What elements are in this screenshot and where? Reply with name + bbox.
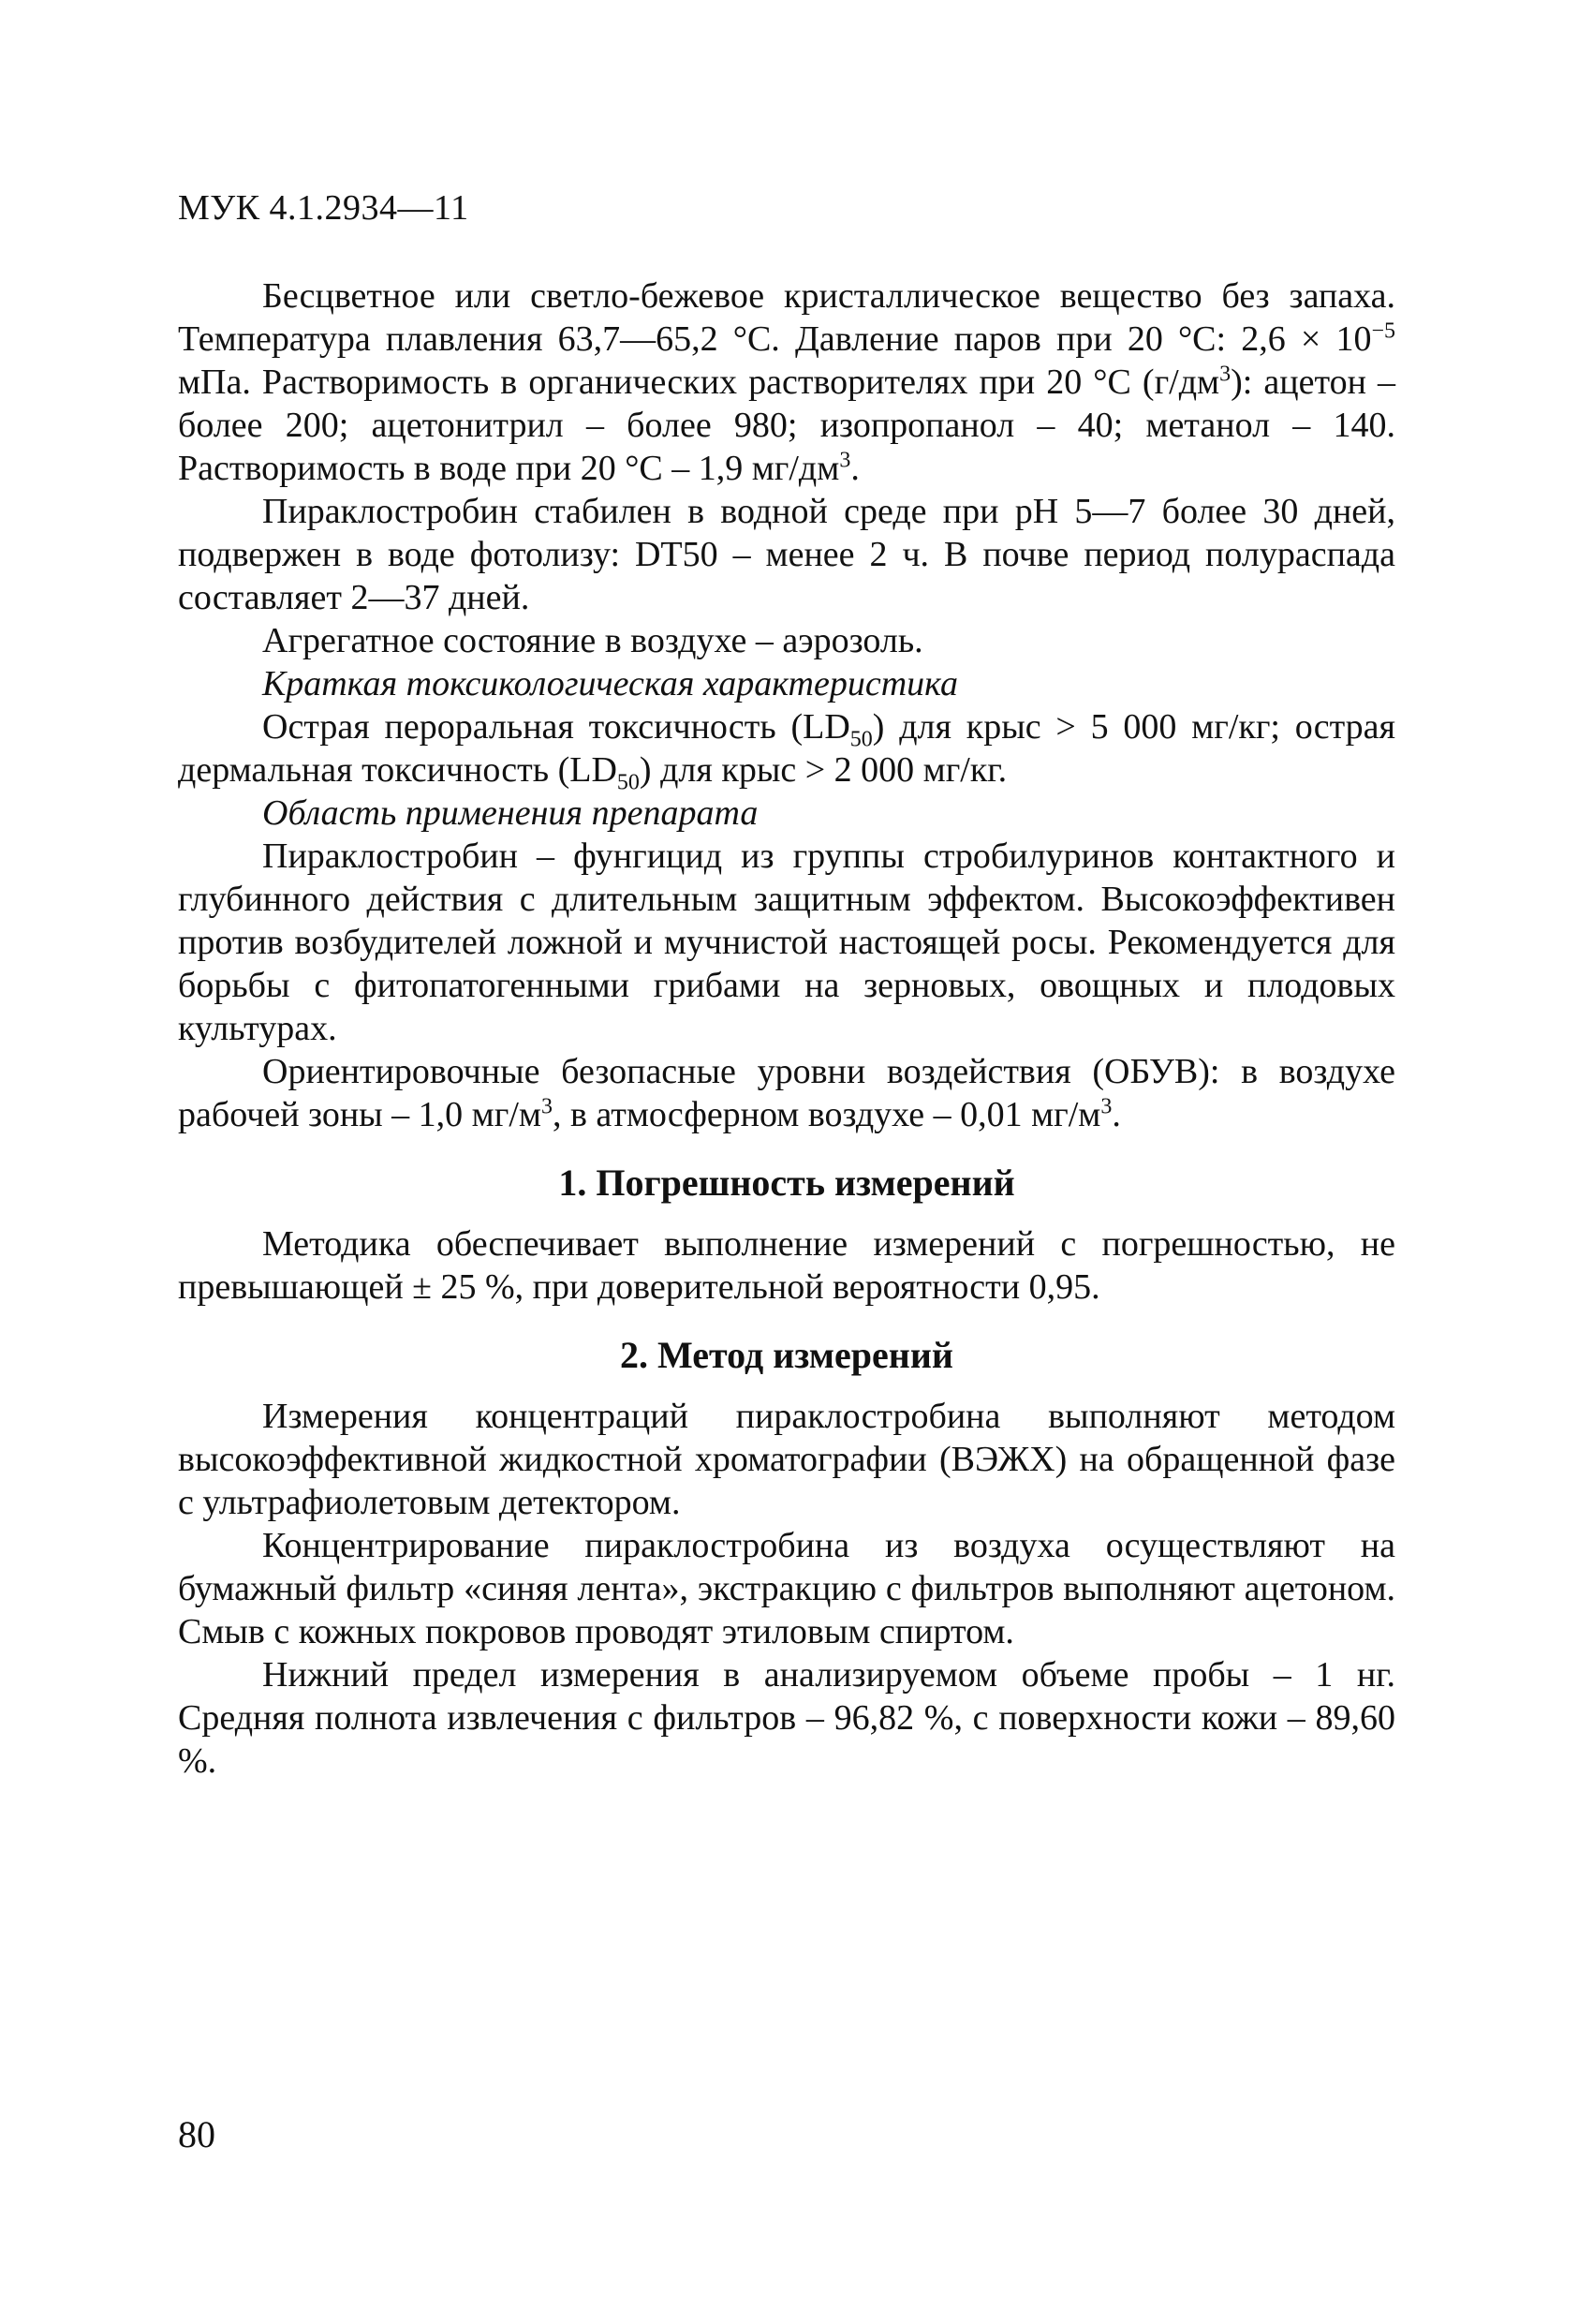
paragraph-method-concentration: Концентрирование пираклостробина из воздуха осуществляют на бумажный фильтр «синяя лента», экстракцию с фильтров выполняют ацетоном. Смыв с кожных покровов проводят этиловым спиртом. [178, 1526, 1395, 1651]
heading-toxicology: Краткая токсикологическая характеристика [262, 664, 958, 703]
paragraph-method-hplc: Измерения концентраций пираклостробина выполняют методом высокоэффективной жидкостной хроматографии (ВЭЖХ) на обращенной фазе с ультрафиолетовым детектором. [178, 1397, 1395, 1522]
paragraph-application: Пираклостробин – фунгицид из группы стробилуринов контактного и глубинного действия с длительным защитным эффектом. Высокоэффективен против возбудителей ложной и мучнистой настоящей росы. Рекомендуется для борьбы с фитопатогенными грибами на зерновых, овощных и плодовых культурах. [178, 836, 1395, 1048]
text-run: Ориентировочные безопасные уровни воздействия (ОБУВ): в воздухе рабочей зоны – 1,0 мг/м [178, 1052, 1395, 1134]
paragraph-method-limits: Нижний предел измерения в анализируемом объеме пробы – 1 нг. Средняя полнота извлечения с фильтров – 96,82 %, с поверхности кожи – 89,60 %. [178, 1655, 1395, 1781]
subscript: 50 [849, 727, 873, 752]
text-run: Бесцветное или светло-бежевое кристаллическое вещество без запаха. Температура плавления 63,7—65,2 °С. Давление паров при 20 °С: 2,6 × 10 [178, 276, 1395, 359]
text-run: . [850, 449, 860, 488]
text-run: Острая пероральная токсичность (LD [262, 707, 850, 747]
paragraph-properties [178, 274, 1395, 490]
text-run: ) для крыс > 5 000 мг/кг; острая дермальная токсичность (LD [178, 707, 1395, 790]
document-body [178, 274, 1395, 1783]
section-title-measurement-method: 2. Метод измерений [620, 1334, 953, 1376]
text-run: ): ацетон – более 200; ацетонитрил – более 980; изопропанол – 40; метанол – 140. Растворимость в воде при 20 °С – 1,9 мг/дм [178, 363, 1395, 488]
document-header: МУК 4.1.2934—11 [178, 188, 469, 228]
text-run: , в атмосферном воздухе – 0,01 мг/м [552, 1095, 1101, 1134]
text-run: мПа. Растворимость в органических растворителях при 20 °С (г/дм [178, 363, 1220, 402]
text-run: . [1112, 1095, 1121, 1134]
paragraph-stability: Пираклостробин стабилен в водной среде при рН 5—7 более 30 дней, подвержен в воде фотолизу: DT50 – менее 2 ч. В почве период полураспада составляет 2—37 дней. [178, 492, 1395, 617]
text-run: ) для крыс > 2 000 мг/кг. [639, 750, 1008, 790]
section-title-measurement-error: 1. Погрешность измерений [558, 1162, 1015, 1204]
superscript: −5 [1371, 318, 1395, 344]
superscript: 3 [1100, 1094, 1113, 1119]
paragraph-safety-levels [178, 1050, 1395, 1136]
paragraph-measurement-error: Методика обеспечивает выполнение измерений с погрешностью, не превышающей ± 25 %, при доверительной вероятности 0,95. [178, 1224, 1395, 1307]
page-number: 80 [178, 2113, 215, 2155]
heading-application-area: Область применения препарата [262, 793, 759, 833]
paragraph-toxicity [178, 705, 1395, 795]
superscript: 3 [839, 448, 851, 473]
paragraph-aggregate-state: Агрегатное состояние в воздухе – аэрозоль. [262, 621, 923, 660]
superscript: 3 [540, 1094, 553, 1119]
superscript: 3 [1219, 362, 1232, 387]
subscript: 50 [616, 770, 640, 795]
